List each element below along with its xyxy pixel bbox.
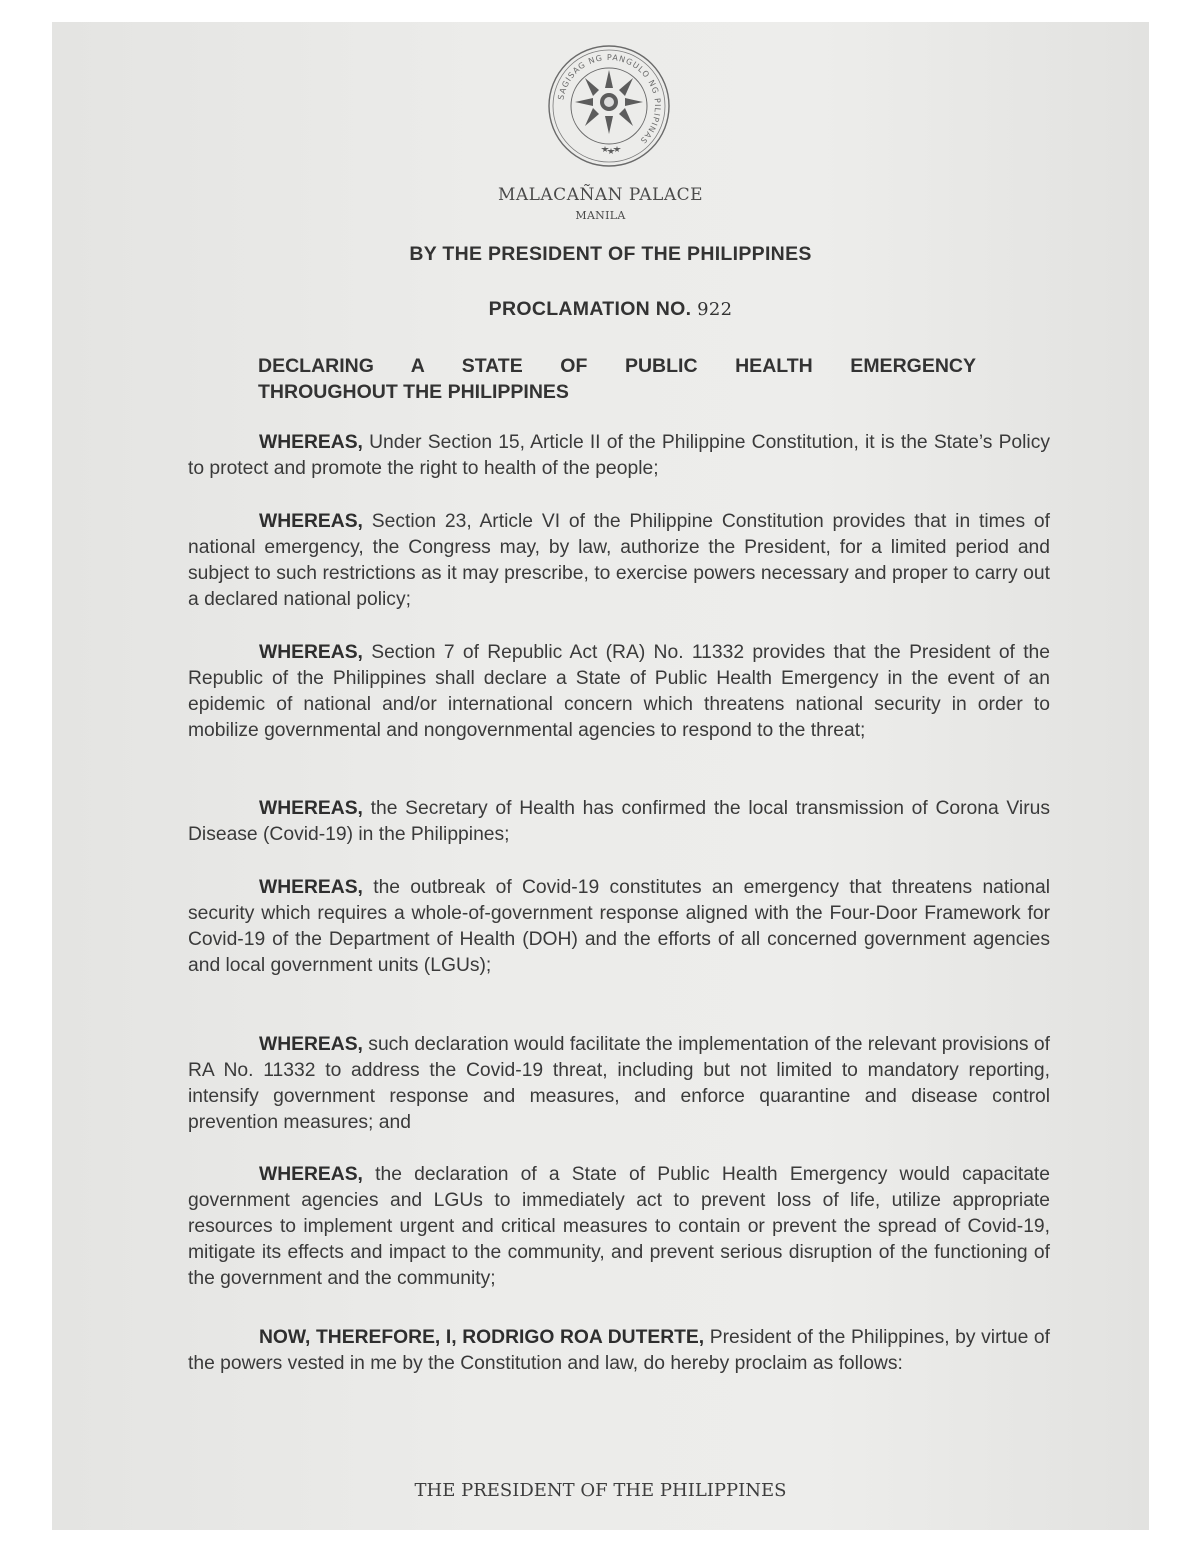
paragraph-text: the Secretary of Health has confirmed the local transmission of Corona Virus Disease (Covid-19) in the Philippines;	[188, 798, 1050, 845]
paragraph-text: President of the Philippines, by virtue of the powers vested in me by the Constitution and law, do hereby proclaim as follows:	[188, 1327, 1051, 1374]
paragraph-lead: WHEREAS,	[259, 1034, 363, 1055]
office-name: MALACAÑAN PALACE	[497, 185, 704, 205]
paragraph-lead: WHEREAS,	[259, 511, 363, 532]
paragraph-whereas-5	[188, 875, 1050, 979]
paragraph-whereas-2	[188, 509, 1050, 613]
paragraph-lead: WHEREAS,	[259, 1164, 363, 1185]
title-line-1: DECLARING A STATE OF PUBLIC HEALTH EMERGENCY	[258, 355, 976, 377]
proclamation-heading	[62, 298, 1149, 321]
city-name: MANILA	[575, 209, 626, 222]
document-page	[52, 22, 1149, 1530]
paragraph-whereas-4	[188, 796, 1050, 848]
paragraph-whereas-1	[188, 430, 1050, 482]
proclamation-title	[258, 353, 976, 405]
paragraph-whereas-3	[188, 640, 1050, 744]
presidential-seal-icon	[545, 42, 673, 170]
svg-text:SAGISAG NG PANGULO NG PILIPINA: SAGISAG NG PANGULO NG PILIPINAS	[556, 52, 663, 146]
paragraph-text: Section 23, Article VI of the Philippine Constitution provides that in times of national emergency, the Congress may, by law, authorize the President, for a limited period and subject to such restrictions as it may prescribe, to exercise powers necessary and proper to carry out a declared national policy;	[188, 511, 1050, 610]
paragraph-text: the declaration of a State of Public Health Emergency would capacitate government agencies and LGUs to immediately act to prevent loss of life, utilize appropriate resources to implement urgent and critical measures to contain or prevent the spread of Covid-19, mitigate its effects and impact to the community, and prevent serious disruption of the functioning of the government and the community;	[188, 1164, 1050, 1289]
issuer-heading: BY THE PRESIDENT OF THE PHILIPPINES	[409, 243, 812, 265]
title-line-2: THROUGHOUT THE PHILIPPINES	[258, 381, 569, 403]
proclamation-label: PROCLAMATION NO.	[488, 298, 692, 320]
paragraph-whereas-6	[188, 1032, 1050, 1136]
paragraph-lead: WHEREAS,	[259, 642, 363, 663]
paragraph-whereas-7	[188, 1162, 1050, 1292]
paragraph-text: the outbreak of Covid-19 constitutes an emergency that threatens national security which requires a whole-of-government response aligned with the Four-Door Framework for Covid-19 of the Department of Health (DOH) and the efforts of all concerned government agencies and local government units (LGUs);	[188, 877, 1050, 976]
paragraph-lead: NOW, THEREFORE, I, RODRIGO ROA DUTERTE,	[259, 1327, 705, 1348]
paragraph-lead: WHEREAS,	[259, 798, 363, 819]
proclamation-number: 922	[697, 299, 733, 320]
paragraph-text: Under Section 15, Article II of the Philippine Constitution, it is the State’s Policy to protect and promote the right to health of the people;	[188, 432, 1050, 479]
paragraph-text: Section 7 of Republic Act (RA) No. 11332 provides that the President of the Republic of the Philippines shall declare a State of Public Health Emergency in the event of an epidemic of national and/or international concern which threatens national security in order to mobilize governmental and nongovernmental agencies to respond to the threat;	[188, 642, 1050, 741]
paragraph-text: such declaration would facilitate the implementation of the relevant provisions of RA No. 11332 to address the Covid-19 threat, including but not limited to mandatory reporting, intensify government response and measures, and enforce quarantine and disease control prevention measures; and	[188, 1034, 1051, 1133]
paragraph-now-therefore	[188, 1325, 1050, 1377]
paragraph-lead: WHEREAS,	[259, 432, 363, 453]
page-footer: THE PRESIDENT OF THE PHILIPPINES	[414, 1480, 787, 1501]
paragraph-lead: WHEREAS,	[259, 877, 363, 898]
